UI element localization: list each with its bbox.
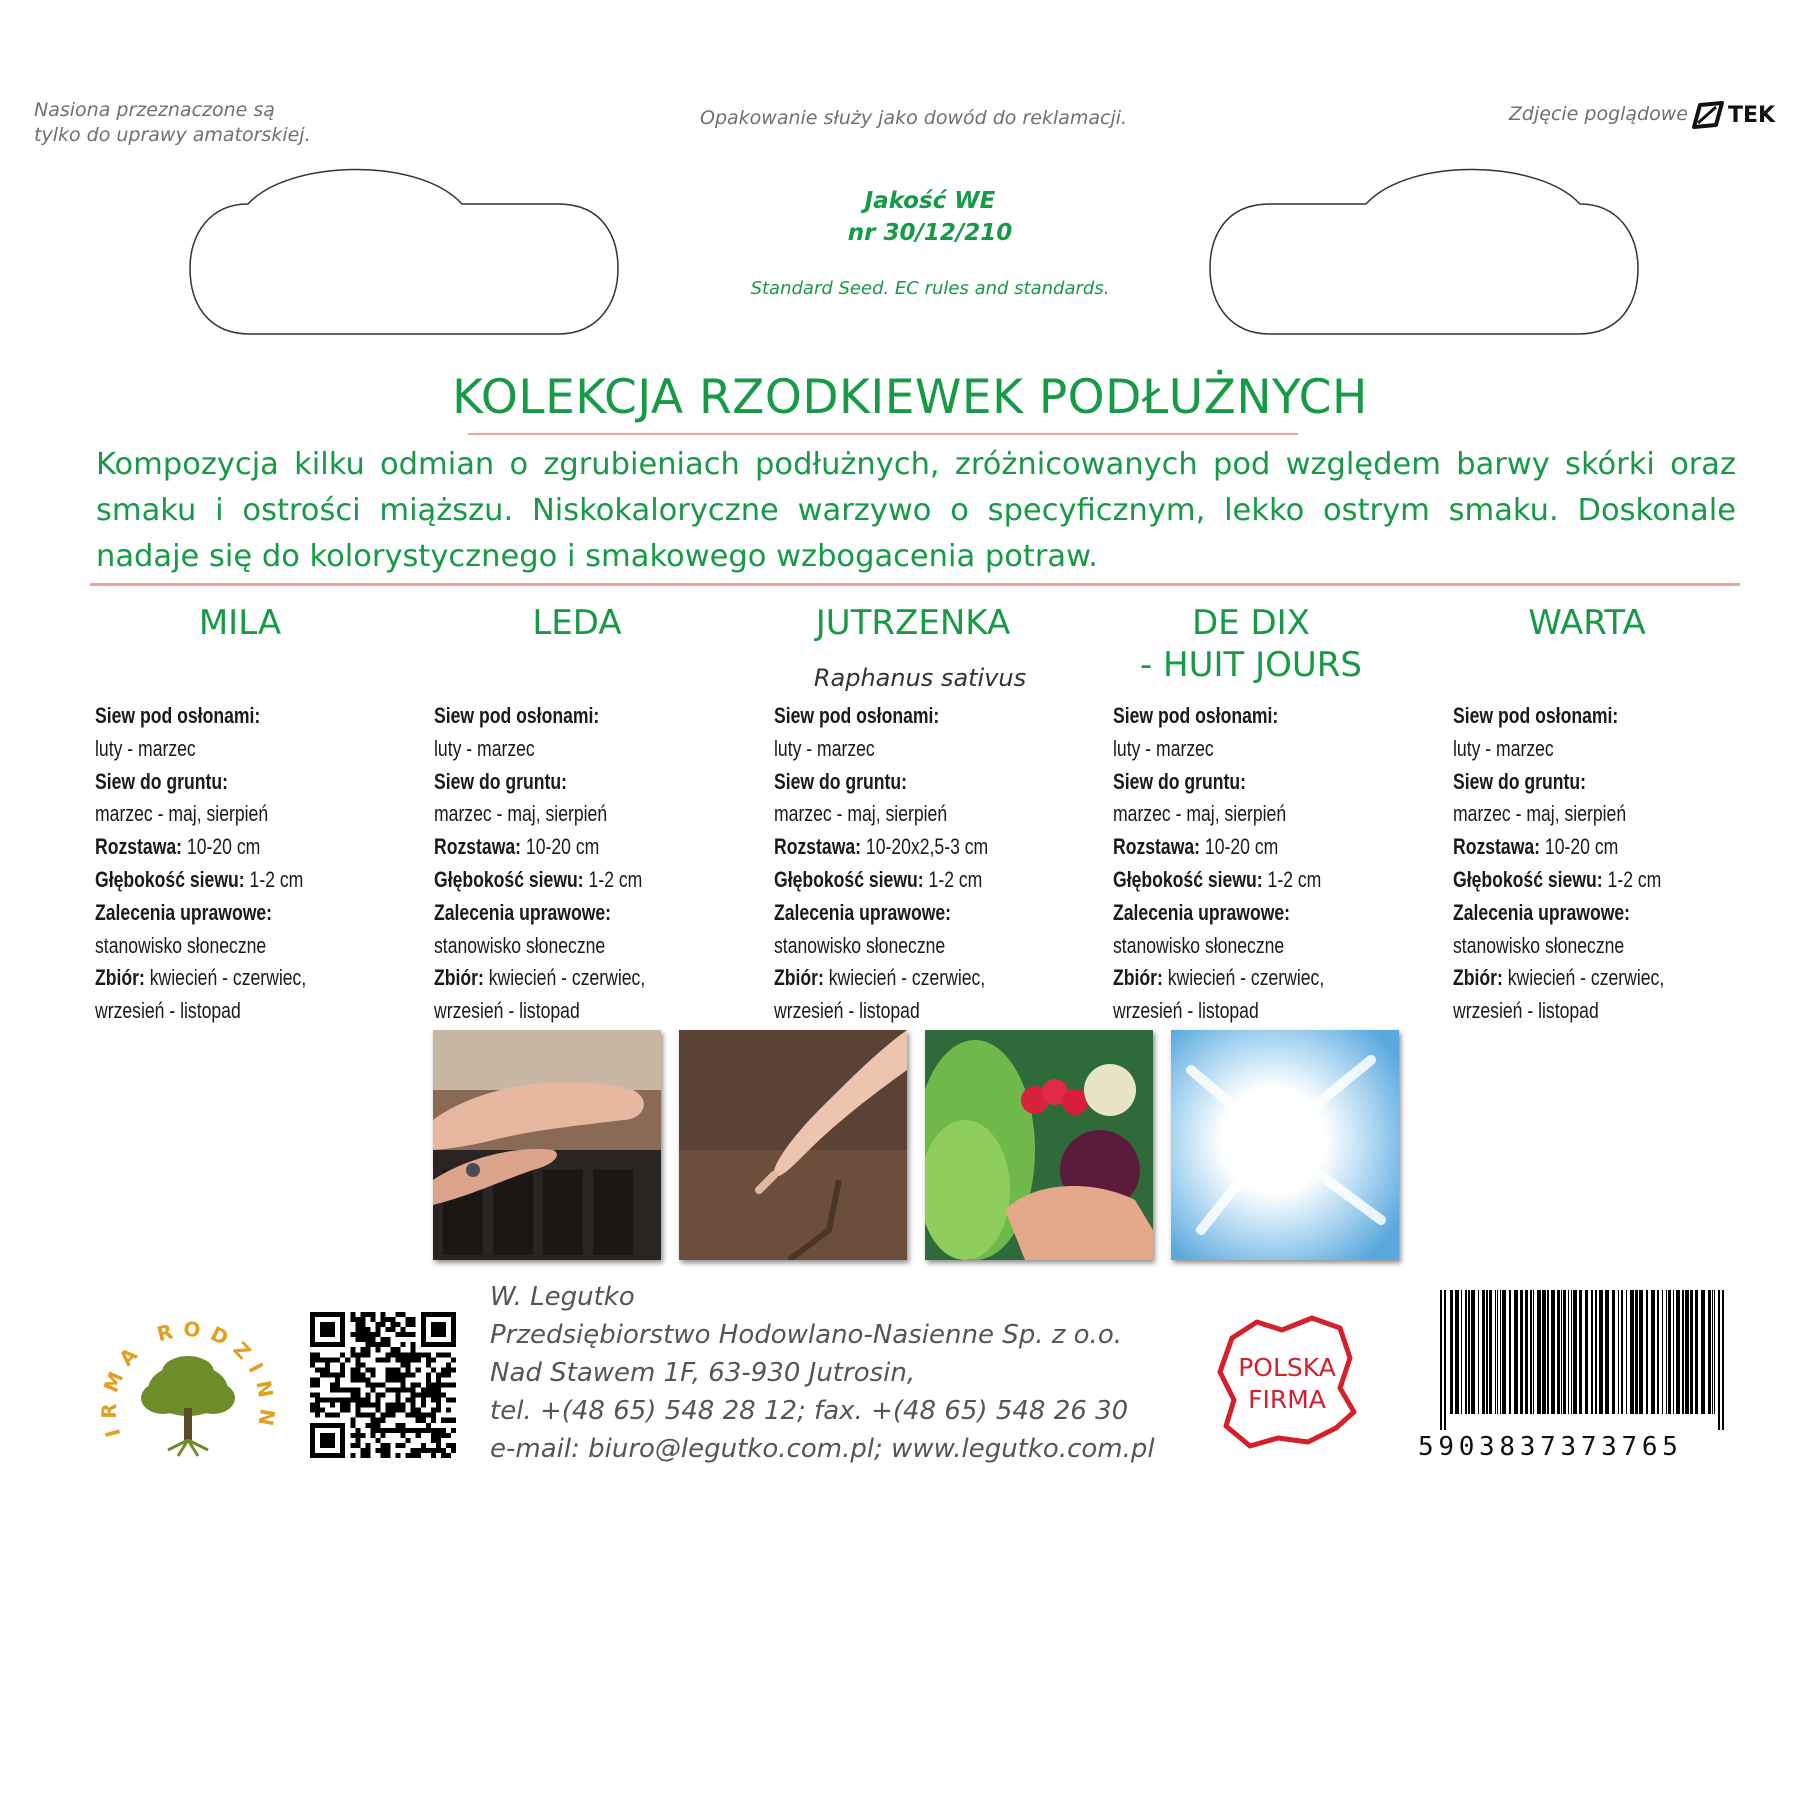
leaf-icon (1690, 101, 1724, 129)
polish-firm-line1: POLSKA (1238, 1353, 1336, 1382)
amateur-use-note: Nasiona przeznaczone są tylko do uprawy amatorskiej. (34, 99, 311, 146)
variety-name: DE DIX - HUIT JOURS (1139, 603, 1362, 685)
company-name: W. Legutko (490, 1282, 635, 1312)
cultivation-info: Siew pod osłonami: luty - marzec Siew do gruntu: marzec - maj, sierpień Rozstawa: 10-20 cm Głębokość siewu: 1-2 cm Zalecenia uprawowe: stanowisko słoneczne Zbiór: kwiecień - czerwiec, wrzesień - listopad (1113, 703, 1325, 1024)
hang-hole-left (188, 164, 620, 336)
variety-name: MILA (198, 603, 282, 643)
product-title: KOLEKCJA RZODKIEWEK PODŁUŻNYCH (452, 370, 1368, 425)
variety-name: LEDA (532, 603, 622, 643)
quality-number: nr 30/12/210 (847, 220, 1013, 246)
cultivation-info: Siew pod osłonami: luty - marzec Siew do gruntu: marzec - maj, sierpień Rozstawa: 10-20 cm Głębokość siewu: 1-2 cm Zalecenia uprawowe: stanowisko słoneczne Zbiór: kwiecień - czerwiec, wrzesień - listopad (434, 703, 646, 1024)
cultivation-info: Siew pod osłonami: luty - marzec Siew do gruntu: marzec - maj, sierpień Rozstawa: 10-20 cm Głębokość siewu: 1-2 cm Zalecenia uprawowe: stanowisko słoneczne Zbiór: kwiecień - czerwiec, wrzesień - listopad (1453, 703, 1665, 1024)
quality-label: Jakość WE (864, 188, 996, 214)
tek-brand-text: TEK (1728, 102, 1776, 128)
product-description: Kompozycja kilku odmian o zgrubieniach podłużnych, zróżnicowanych pod względem barwy skórki oraz smaku i ostrości miąższu. Niskokaloryczne warzywo o specyficznym, lekko ostrym smaku. Doskonale nadaje się do kolorystycznego i smakowego wzbogacenia potraw. (96, 447, 1736, 574)
tek-logo (1690, 100, 1775, 130)
photo-harvest-vegetables (925, 1030, 1153, 1260)
company-address: Nad Stawem 1F, 63-930 Jutrosin, (490, 1358, 916, 1388)
company-phone: tel. +(48 65) 548 28 12; fax. +(48 65) 548 26 30 (490, 1396, 1129, 1426)
photo-sowing-in-ground (679, 1030, 907, 1260)
company-contact[interactable]: e-mail: biuro@legutko.com.pl; www.legutko.com.pl (490, 1434, 1155, 1464)
variety-name: JUTRZENKA (815, 603, 1011, 643)
description-divider (90, 583, 1740, 586)
photo-sowing-under-cover (433, 1030, 661, 1260)
cultivation-info: Siew pod osłonami: luty - marzec Siew do gruntu: marzec - maj, sierpień Rozstawa: 10-20 cm Głębokość siewu: 1-2 cm Zalecenia uprawowe: stanowisko słoneczne Zbiór: kwiecień - czerwiec, wrzesień - listopad (95, 703, 307, 1024)
qr-code[interactable] (310, 1312, 456, 1458)
poland-map-icon (1220, 1318, 1354, 1446)
polish-firm-badge (1212, 1308, 1362, 1458)
illustrative-photo-note: Zdjęcie poglądowe (1508, 103, 1688, 125)
photo-sunny-sky (1171, 1030, 1399, 1260)
company-full-name: Przedsiębiorstwo Hodowlano-Nasienne Sp. z o.o. (490, 1320, 1122, 1350)
family-firm-text: IRMA RODZINN (98, 1316, 278, 1440)
seed-standard: Standard Seed. EC rules and standards. (750, 278, 1110, 299)
polish-firm-line2: FIRMA (1248, 1385, 1326, 1414)
latin-name: Raphanus sativus (813, 664, 1027, 692)
variety-name: WARTA (1528, 603, 1646, 643)
complaint-note: Opakowanie służy jako dowód do reklamacji. (700, 107, 1128, 129)
cultivation-info: Siew pod osłonami: luty - marzec Siew do gruntu: marzec - maj, sierpień Rozstawa: 10-20x2,5-3 cm Głębokość siewu: 1-2 cm Zalecenia uprawowe: stanowisko słoneczne Zbiór: kwiecień - czerwiec, wrzesień - listopad (774, 703, 989, 1024)
oak-tree-icon (141, 1356, 235, 1456)
barcode (1440, 1290, 1730, 1430)
barcode-number: 5903837373765 (1418, 1432, 1683, 1462)
title-divider (468, 433, 1298, 435)
hang-hole-right (1208, 164, 1640, 336)
family-firm-badge (98, 1300, 278, 1480)
